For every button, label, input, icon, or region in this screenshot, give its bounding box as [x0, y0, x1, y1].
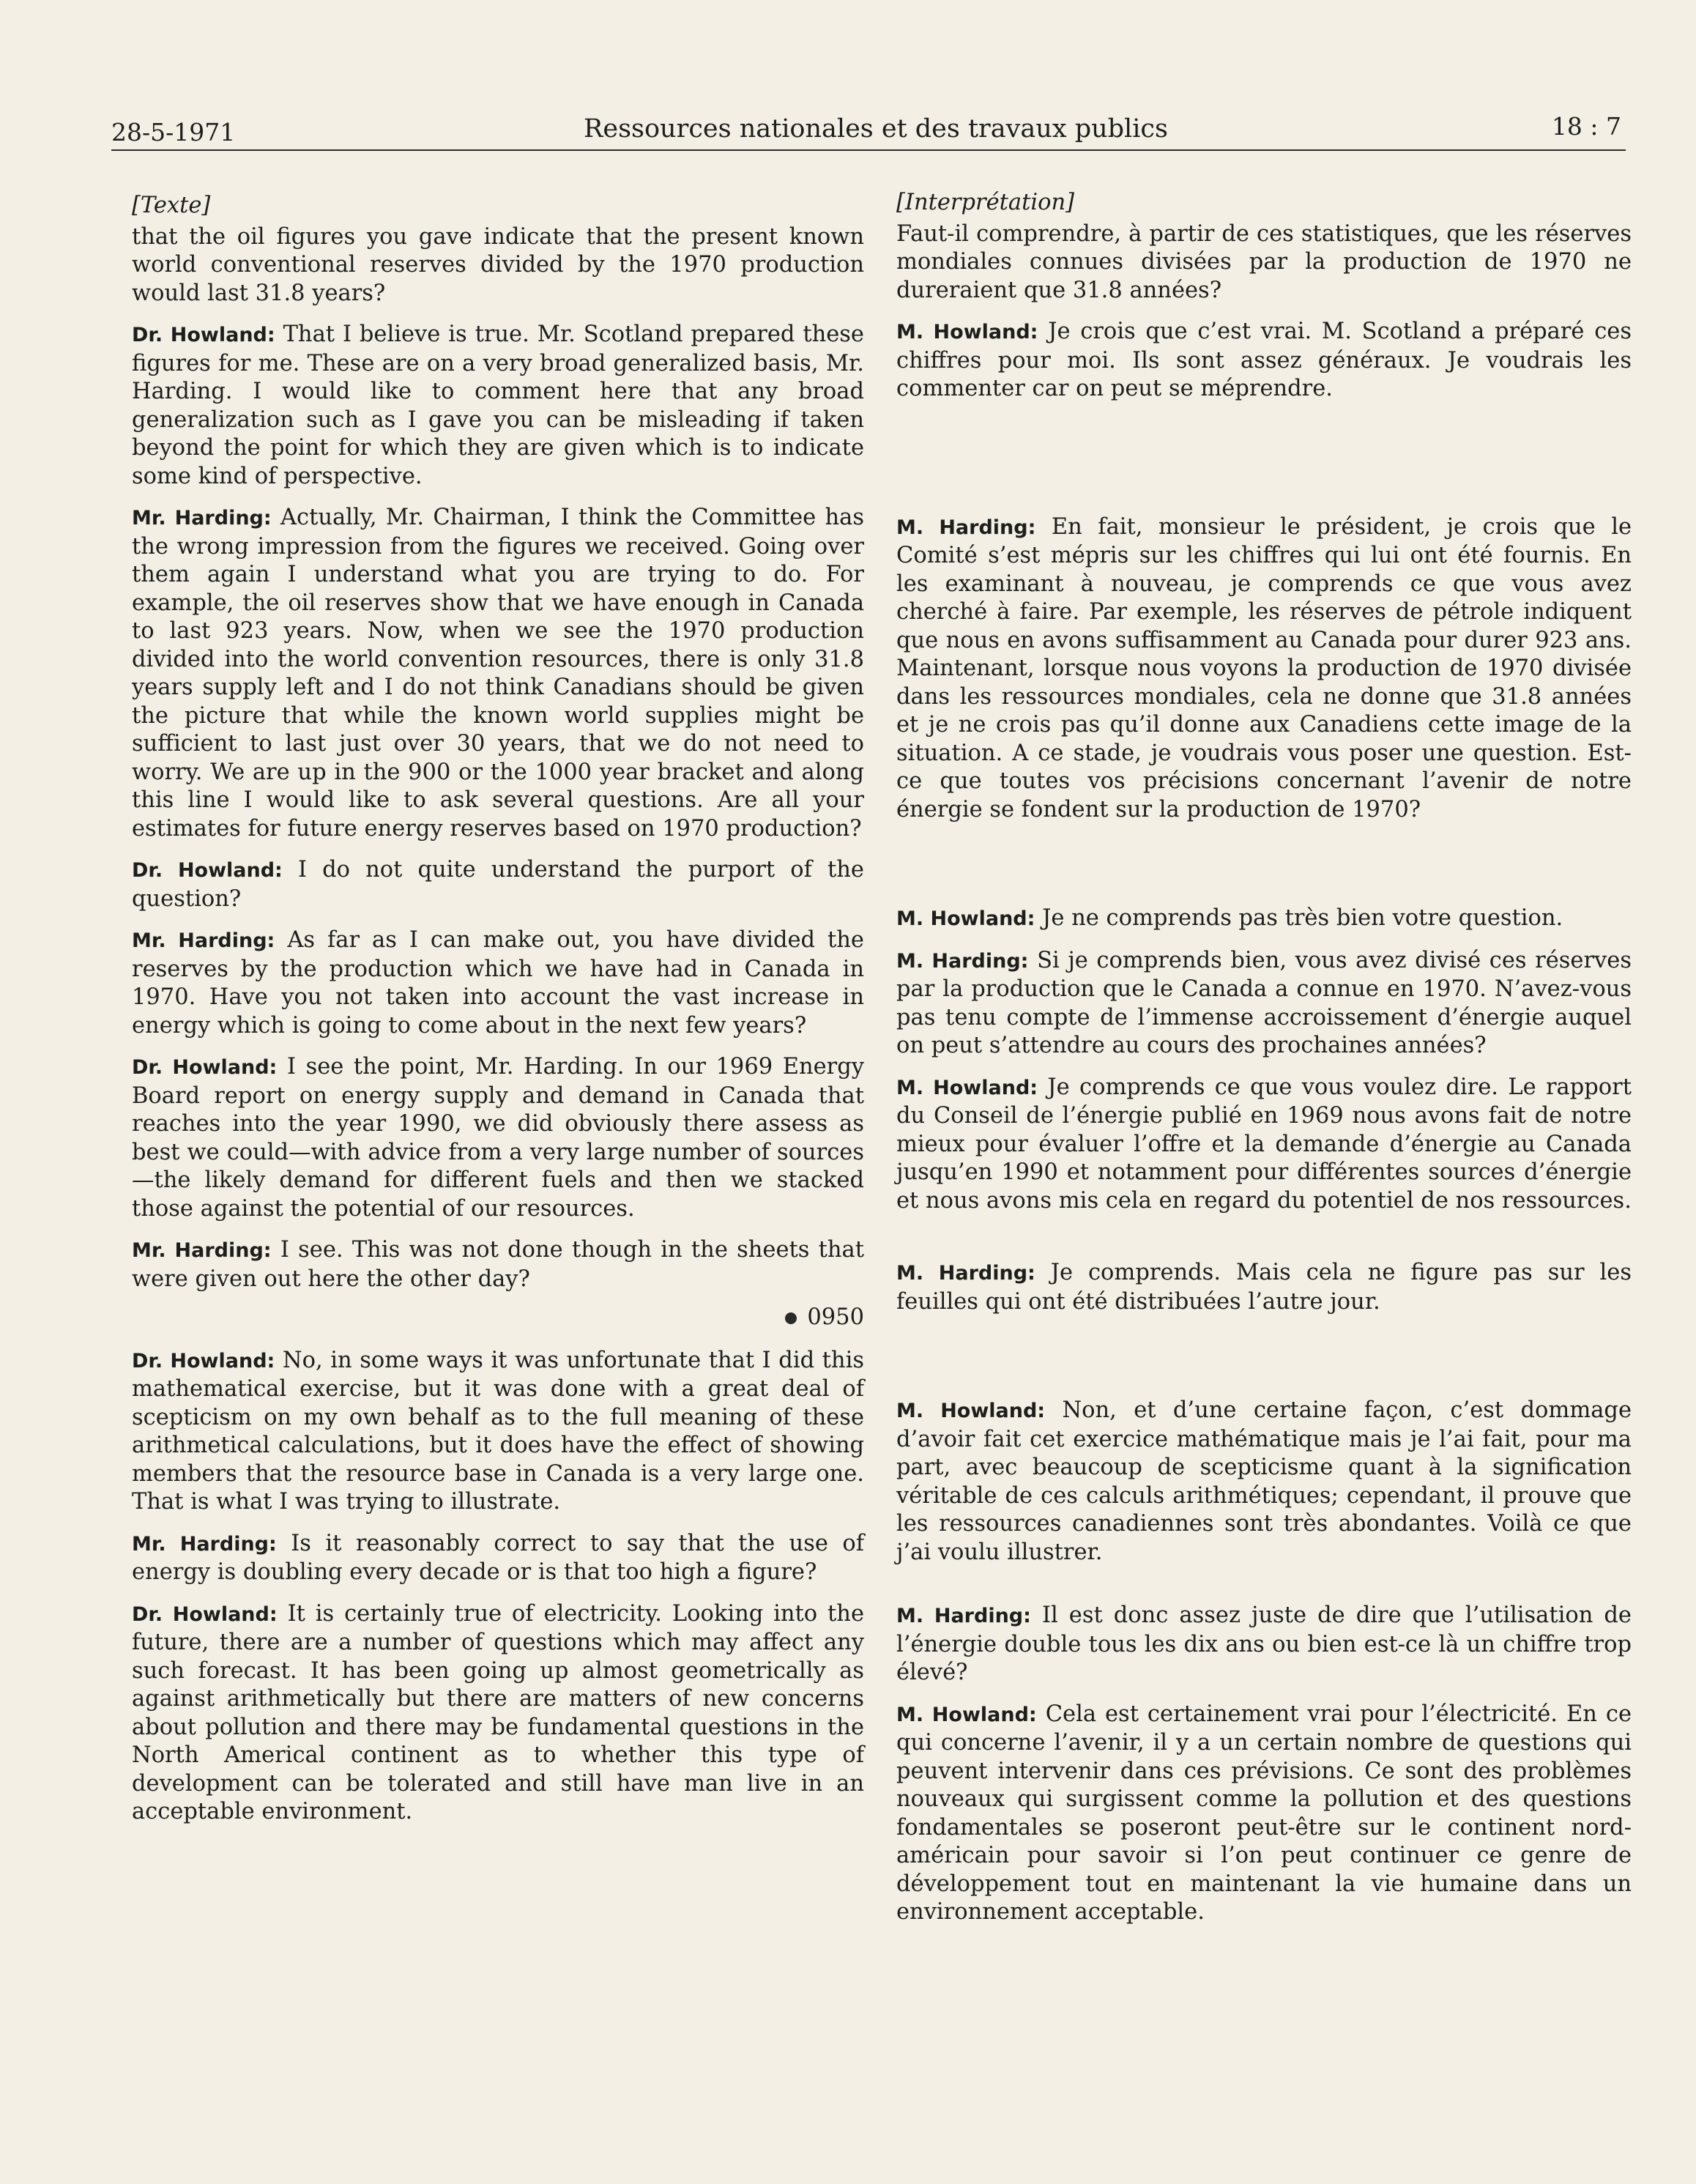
section-label: [Interprétation]	[896, 190, 1074, 215]
time-marker-text: 0950	[807, 1304, 864, 1330]
paragraph-text: Faut-il comprendre, à partir de ces statistiques, que les réserves mondiales connues divisées par la production de 1970 ne dureraient que 31.8 années?	[896, 220, 1632, 303]
paragraph-text: Je crois que c’est vrai. M. Scotland a préparé ces chiffres pour moi. Ils sont assez généraux. Je voudrais les commenter car on peut se méprendre.	[896, 319, 1632, 401]
paragraph	[896, 1074, 1632, 1216]
paragraph	[896, 220, 1632, 305]
paragraph-text: As far as I can make out, you have divided the reserves by the production which we have had in Canada in 1970. Have you not taken into account the vast increase in energy which is going to come about in the next few years?	[132, 927, 864, 1039]
paragraph	[132, 223, 864, 308]
header-title: Ressources nationales et des travaux publics	[584, 114, 1168, 144]
paragraph-text: Non, et d’une certaine façon, c’est dommage d’avoir fait cet exercice mathématique mais je l’ai fait, pour ma part, avec beaucoup de scepticisme quant à la signification véritable de ces calculs arithmétiques; cependant, il prouve que les ressources canadiennes sont très abondantes. Voilà ce que j’ai voulu illustrer.	[896, 1397, 1632, 1565]
paragraph	[896, 1397, 1632, 1567]
speaker-name: Mr. Harding:	[132, 1239, 272, 1262]
paragraph-text: I do not quite understand the purport of the question?	[132, 857, 864, 912]
paragraph	[132, 926, 864, 1040]
paragraph	[132, 1236, 864, 1293]
header-date: 28-5-1971	[111, 118, 236, 146]
speaker-name: M. Harding:	[896, 1605, 1031, 1627]
paragraph-text: Is it reasonably correct to say that the use of energy is doubling every decade or is that too high a figure?	[132, 1530, 864, 1585]
paragraph	[896, 905, 1632, 934]
paragraph	[132, 1347, 864, 1517]
french-column	[896, 189, 1632, 1927]
speaker-name: Mr. Harding:	[132, 1532, 277, 1556]
section-label: [Texte]	[132, 193, 211, 218]
header-page-number: 18 : 7	[1551, 112, 1621, 141]
time-marker	[132, 1304, 864, 1332]
paragraph-text: No, in some ways it was unfortunate that I did this mathematical exercise, but it was done with a great deal of scepticism on my own behalf as to the full meaning of these arithmetical calculations, but it does have the effect of showing members that the resource base in Canada is a very large one. That is what I was trying to illustrate.	[132, 1347, 864, 1515]
paragraph	[896, 1602, 1632, 1687]
speaker-name: M. Howland:	[896, 1703, 1037, 1726]
paragraph	[132, 856, 864, 913]
paragraph-text: That I believe is true. Mr. Scotland prepared these figures for me. These are on a very broad generalized basis, Mr. Harding. I would like to comment here that any broad generalization such as I gave you can be misleading if taken beyond the point for which they are given which is to indicate some kind of perspective.	[132, 322, 864, 489]
paragraph	[896, 947, 1632, 1061]
speaker-name: Dr. Howland:	[132, 324, 275, 346]
paragraph-text: I see the point, Mr. Harding. In our 1969 Energy Board report on energy supply and demand in Canada that reaches into the year 1990, we did obviously there assess as best we could—with advice from a very large number of sources—the likely demand for different fuels and then we stacked those against the potential of our resources.	[132, 1054, 865, 1222]
english-column	[132, 192, 864, 1827]
speaker-name: Mr. Harding:	[132, 507, 272, 530]
paragraph	[132, 1600, 864, 1827]
paragraph	[132, 321, 864, 491]
speaker-name: M. Harding:	[896, 516, 1036, 539]
paragraph	[132, 1530, 864, 1587]
speaker-name: M. Harding:	[896, 949, 1029, 973]
paragraph-text: En fait, monsieur le président, je crois que le Comité s’est mépris sur les chiffres qui lui ont été fournis. En les examinant à nouveau, je comprends ce que vous avez cherché à faire. Par exemple, les réserves de pétrole indiquent que nous en avons suffisamment au Canada pour durer 923 ans. Maintenant, lorsque nous voyons la production de 1970 divisée dans les ressources mondiales, cela ne donne que 31.8 années et je ne crois pas qu’il donne aux Canadiens cette image de la situation. A ce stade, je voudrais vous poser une question. Est-ce que toutes vos précisions concernant l’avenir de notre énergie se fondent sur la production de 1970?	[896, 513, 1632, 822]
paragraph	[896, 318, 1632, 404]
paragraph-text: Si je comprends bien, vous avez divisé ces réserves par la production que le Canada a connue en 1970. N’avez-vous pas tenu compte de l’immense accroissement d’énergie auquel on peut s’attendre au cours des prochaines années?	[896, 947, 1632, 1058]
speaker-name: Dr. Howland:	[132, 859, 283, 882]
speaker-name: Dr. Howland:	[132, 1602, 278, 1626]
page-header	[111, 103, 1626, 151]
speaker-name: M. Howland:	[896, 1400, 1046, 1422]
paragraph-text: that the oil figures you gave indicate that the present known world conventional reserves divided by the 1970 production would last 31.8 years?	[132, 223, 864, 306]
speaker-name: M. Howland:	[896, 907, 1035, 930]
header-rule	[111, 149, 1626, 151]
paragraph-text: Actually, Mr. Chairman, I think the Committee has the wrong impression from the figures we received. Going over them again I understand what you are trying to do. For example, the oil reserves show that we have enough in Canada to last 923 years. Now, when we see the 1970 production divided into the world convention resources, there is only 31.8 years supply left and I do not think Canadians should be given the picture that while the known world supplies might be sufficient to last just over 30 years, that we do not need to worry. We are up in the 900 or the 1000 year bracket and along this line I would like to ask several questions. Are all your estimates for future energy reserves based on 1970 production?	[132, 505, 864, 842]
speaker-name: M. Howland:	[896, 321, 1038, 343]
paragraph-text: Je ne comprends pas très bien votre question.	[1042, 905, 1563, 931]
speaker-name: Dr. Howland:	[132, 1349, 275, 1373]
paragraph-text: Je comprends ce que vous voulez dire. Le rapport du Conseil de l’énergie publié en 1969 nous avons fait de notre mieux pour évaluer l’offre et la demande d’énergie au Canada jusqu’en 1990 et notamment pour différentes sources d’énergie et nous avons mis cela en regard du potentiel de nos ressources.	[896, 1074, 1632, 1214]
speaker-name: M. Howland:	[896, 1076, 1038, 1099]
paragraph-text: Je comprends. Mais cela ne figure pas sur les feuilles qui ont été distribuées l’autre jour.	[896, 1260, 1632, 1315]
paragraph-text: Il est donc assez juste de dire que l’utilisation de l’énergie double tous les dix ans ou bien est-ce là un chiffre trop élevé?	[896, 1602, 1632, 1685]
speaker-name: M. Harding:	[896, 1262, 1035, 1285]
paragraph	[896, 513, 1632, 825]
paragraph-text: Cela est certainement vrai pour l’électricité. En ce qui concerne l’avenir, il y a un certain nombre de questions qui peuvent intervenir dans ces prévisions. Ce sont des problèmes nouveaux qui surgissent comme la pollution et des questions fondamentales se poseront peut-être sur le continent nord-américain pour savoir si l’on peut continuer ce genre de développement tout en maintenant la vie humaine dans un environnement acceptable.	[896, 1701, 1632, 1925]
paragraph	[132, 504, 864, 843]
paragraph-text: I see. This was not done though in the sheets that were given out here the other day?	[132, 1237, 864, 1292]
speaker-name: Dr. Howland:	[132, 1056, 278, 1079]
bullet-icon	[785, 1312, 797, 1324]
paragraph-text: It is certainly true of electricity. Looking into the future, there are a number of questions which may affect any such forecast. It has been going up almost geometrically as against arithmetically but there are matters of new concerns about pollution and there may be fundamental questions in the North Americal continent as to whether this type of development can be tolerated and still have man live in an acceptable environment.	[132, 1600, 864, 1824]
paragraph	[896, 1259, 1632, 1316]
paragraph	[132, 1053, 864, 1223]
paragraph	[896, 1701, 1632, 1927]
speaker-name: Mr. Harding:	[132, 929, 275, 952]
